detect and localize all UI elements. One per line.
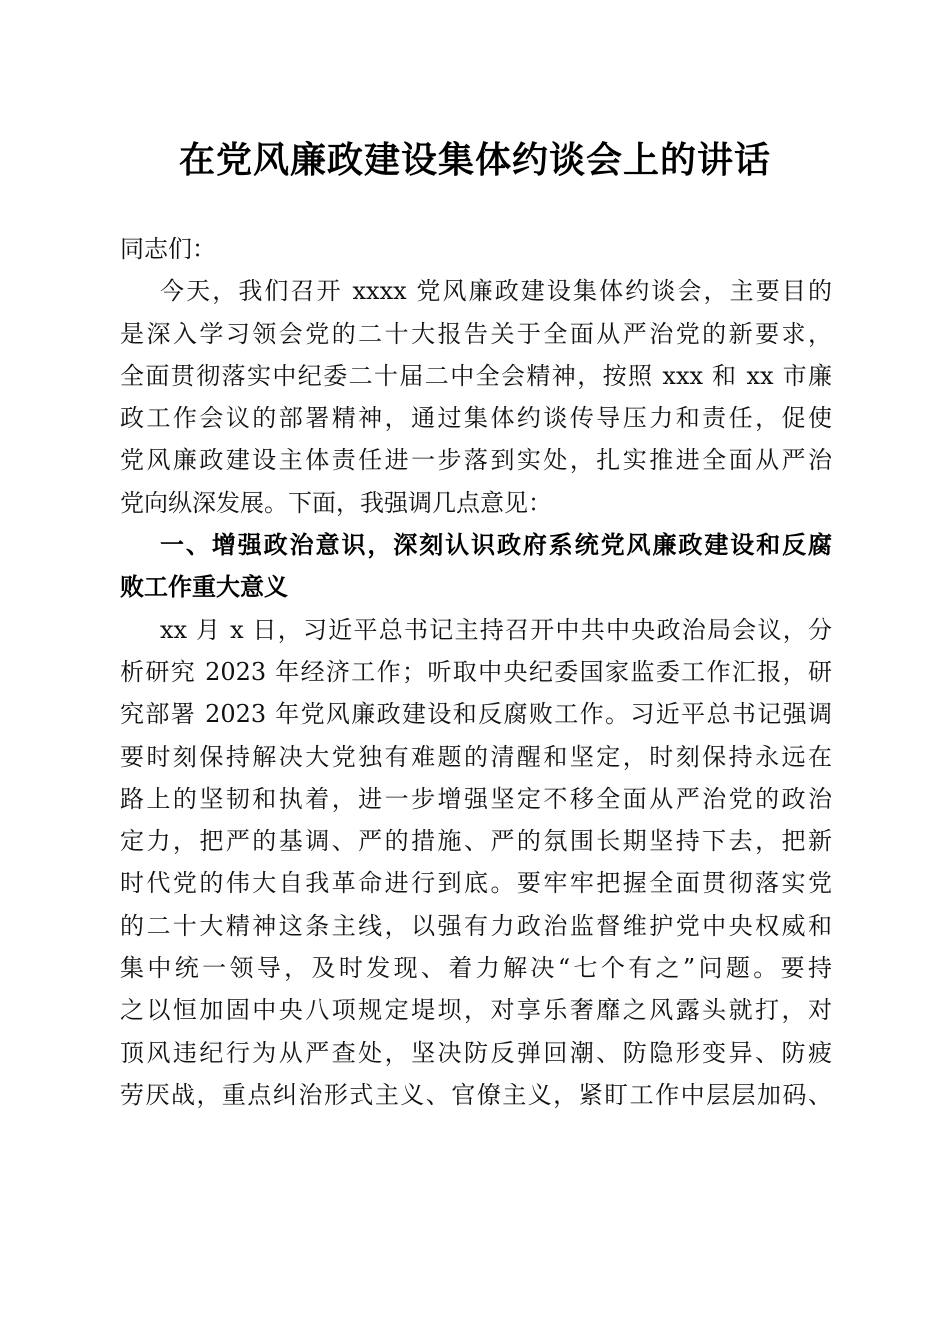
- paragraph-line: 路上的坚韧和执着，进一步增强坚定不移全面从严治党的政治: [120, 784, 832, 813]
- paragraph-line: 之以恒加固中央八项规定堤坝，对享乐奢靡之风露头就打，对: [120, 996, 832, 1025]
- paragraph-line: 今天，我们召开 xxxx 党风廉政建设集体约谈会，主要目的: [160, 277, 832, 306]
- section-heading-line: 一、增强政治意识，深刻认识政府系统党风廉政建设和反腐: [160, 531, 832, 560]
- paragraph-line: 时代党的伟大自我革命进行到底。要牢牢把握全面贯彻落实党: [120, 869, 832, 898]
- paragraph-line: 顶风违纪行为从严查处，坚决防反弹回潮、防隐形变异、防疲: [120, 1038, 832, 1067]
- paragraph-line: 定力，把严的基调、严的措施、严的氛围长期坚持下去，把新: [120, 827, 832, 856]
- document-title: 在党风廉政建设集体约谈会上的讲话: [178, 139, 771, 181]
- paragraph-line: 全面贯彻落实中纪委二十届二中全会精神，按照 xxx 和 xx 市廉: [120, 361, 832, 390]
- paragraph-line: 是深入学习领会党的二十大报告关于全面从严治党的新要求，: [120, 319, 832, 348]
- salutation: 同志们：: [120, 235, 216, 263]
- paragraph-line: 党向纵深发展。下面，我强调几点意见：: [120, 488, 552, 517]
- document-body: [120, 228, 832, 1116]
- paragraph-line: 究部署 2023 年党风廉政建设和反腐败工作。习近平总书记强调: [120, 700, 832, 729]
- paragraph-line: 劳厌战，重点纠治形式主义、官僚主义，紧盯工作中层层加码、: [120, 1080, 832, 1109]
- paragraph-line: 析研究 2023 年经济工作；听取中央纪委国家监委工作汇报，研: [120, 657, 832, 686]
- paragraph-line: 的二十大精神这条主线，以强有力政治监督维护党中央权威和: [120, 911, 832, 940]
- section-heading-line: 败工作重大意义: [120, 573, 288, 602]
- paragraph-line: xx 月 x 日，习近平总书记主持召开中共中央政治局会议，分: [160, 615, 832, 644]
- paragraph-line: 党风廉政建设主体责任进一步落到实处，扎实推进全面从严治: [120, 446, 832, 475]
- paragraph-line: 要时刻保持解决大党独有难题的清醒和坚定，时刻保持永远在: [120, 742, 832, 771]
- paragraph-line: 政工作会议的部署精神，通过集体约谈传导压力和责任，促使: [120, 404, 832, 433]
- paragraph-line: 集中统一领导，及时发现、着力解决“七个有之”问题。要持: [120, 954, 832, 983]
